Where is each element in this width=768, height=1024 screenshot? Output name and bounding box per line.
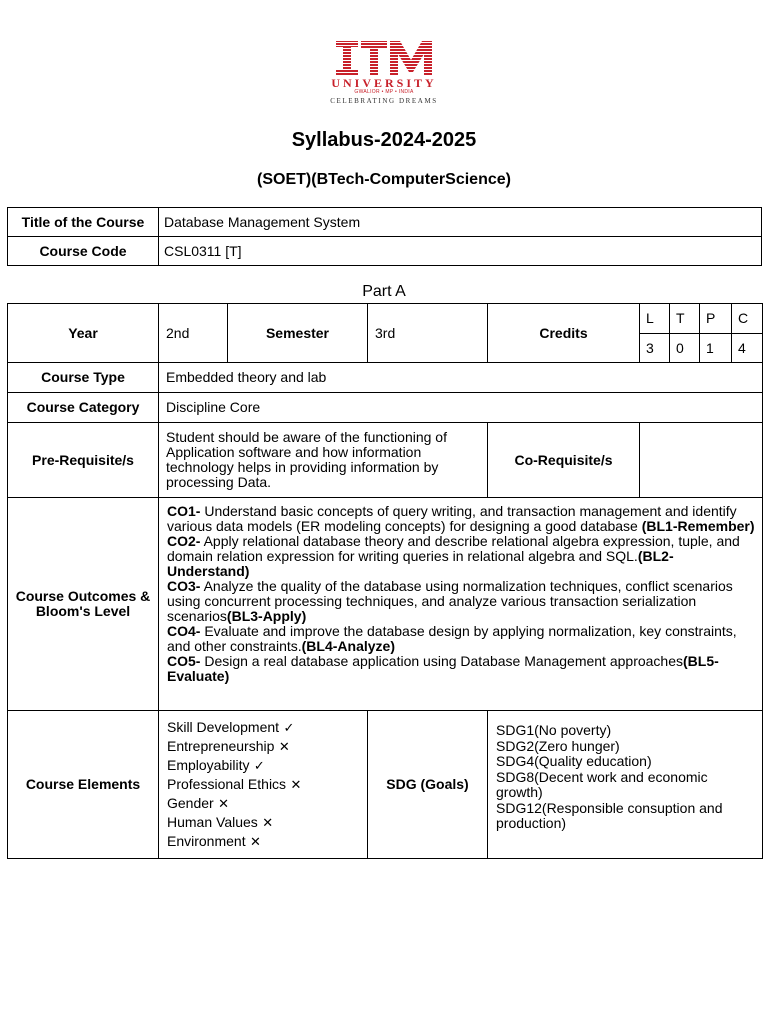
course-title-row xyxy=(8,208,762,237)
outcome-item xyxy=(167,579,755,624)
page-title: Syllabus-2024-2025 xyxy=(291,129,477,151)
ltpc-header-t: T xyxy=(670,304,700,334)
ltpc-value-t: 0 xyxy=(670,334,700,363)
element-item xyxy=(167,832,359,851)
outcome-text: Design a real database application using Database Management approaches xyxy=(200,653,683,669)
year-label: Year xyxy=(8,304,159,363)
outcome-level: (BL2-Understand) xyxy=(167,548,674,579)
course-code-value: CSL0311 [T] xyxy=(159,237,762,266)
part-a-heading: Part A xyxy=(362,283,406,300)
element-item xyxy=(167,718,359,737)
element-item xyxy=(167,756,359,775)
course-outcomes-list xyxy=(159,498,763,711)
cross-icon: ✕ xyxy=(290,777,302,792)
course-category-value: Discipline Core xyxy=(159,393,763,423)
element-item xyxy=(167,794,359,813)
course-elements-row xyxy=(8,711,763,859)
element-item xyxy=(167,737,359,756)
outcome-text: Analyze the quality of the database using normalization techniques, conflict scenarios using concurrent processing techniques, and analyze various transaction serialization scenarios xyxy=(167,578,733,624)
cross-icon: ✕ xyxy=(218,796,230,811)
logo-university-text: UNIVERSITY xyxy=(331,76,437,90)
page-subtitle: (SOET)(BTech-ComputerScience) xyxy=(257,171,511,188)
ltpc-value-p: 1 xyxy=(700,334,732,363)
outcome-text: Evaluate and improve the database design by applying normalization, key constraints, and other constraints. xyxy=(167,623,737,654)
element-name: Skill Development xyxy=(167,719,280,735)
sdg-list xyxy=(488,711,763,859)
course-category-row xyxy=(8,393,763,423)
year-value: 2nd xyxy=(159,304,228,363)
course-type-row xyxy=(8,363,763,393)
sdg-item: SDG12(Responsible consuption and production) xyxy=(496,799,723,831)
prerequisite-row xyxy=(8,423,763,498)
credits-label: Credits xyxy=(488,304,640,363)
university-logo xyxy=(318,40,450,110)
outcome-level: (BL3-Apply) xyxy=(226,608,307,624)
prerequisite-value: Student should be aware of the functioning of Application software and how information technology helps in providing information by processing Data. xyxy=(159,423,488,498)
sdg-item: SDG1(No poverty) xyxy=(496,722,612,738)
course-code-label: Course Code xyxy=(8,237,159,266)
cross-icon: ✕ xyxy=(250,834,261,849)
logo-tagline: CELEBRATING DREAMS xyxy=(330,97,438,105)
course-info-table xyxy=(7,207,762,266)
outcome-text: Apply relational database theory and describe relational algebra expression, tuple, and domain relation expression for writing queries in relational algebra and SQL. xyxy=(167,533,740,564)
outcome-level: (BL4-Analyze) xyxy=(301,638,395,654)
element-item xyxy=(167,813,359,832)
course-title-label: Title of the Course xyxy=(8,208,159,237)
course-title-value: Database Management System xyxy=(159,208,762,237)
outcome-item xyxy=(167,504,755,534)
course-outcomes-label: Course Outcomes & Bloom's Level xyxy=(8,498,159,711)
itm-logo-icon xyxy=(334,40,434,76)
semester-label: Semester xyxy=(228,304,368,363)
course-category-label: Course Category xyxy=(8,393,159,423)
element-name: Environment xyxy=(167,833,246,849)
outcome-level: (BL1-Remember) xyxy=(641,518,755,534)
element-name: Entrepreneurship xyxy=(167,738,275,754)
element-item xyxy=(167,775,359,794)
outcome-item xyxy=(167,534,755,579)
outcome-item xyxy=(167,624,755,654)
check-icon: ✓ xyxy=(283,720,295,735)
check-icon: ✓ xyxy=(253,758,265,773)
course-outcomes-row xyxy=(8,498,763,711)
ltpc-value-l: 3 xyxy=(640,334,670,363)
sdg-item: SDG4(Quality education) xyxy=(496,753,652,769)
outcome-code: CO3- xyxy=(167,578,201,594)
ltpc-value-c: 4 xyxy=(732,334,763,363)
course-code-row xyxy=(8,237,762,266)
outcome-level: (BL5-Evaluate) xyxy=(167,653,719,684)
cross-icon: ✕ xyxy=(278,739,290,754)
outcome-item xyxy=(167,654,755,684)
course-type-value: Embedded theory and lab xyxy=(159,363,763,393)
semester-value: 3rd xyxy=(368,304,488,363)
element-name: Gender xyxy=(167,795,214,811)
part-a-table xyxy=(7,303,763,859)
year-row xyxy=(8,304,763,334)
sdg-item: SDG2(Zero hunger) xyxy=(496,737,620,754)
outcome-code: CO5- xyxy=(167,653,201,669)
element-name: Human Values xyxy=(167,814,258,830)
element-name: Employability xyxy=(167,757,250,773)
outcome-code: CO4- xyxy=(167,623,201,639)
outcome-code: CO1- xyxy=(167,503,201,519)
outcome-text: Understand basic concepts of query writing, and transaction management and identify various data models (ER modeling concepts) for designing a good database xyxy=(167,503,737,534)
course-elements-list xyxy=(159,711,368,859)
corequisite-value xyxy=(640,423,763,498)
logo-location-text: GWALIOR • MP • INDIA xyxy=(354,89,414,95)
prerequisite-label: Pre-Requisite/s xyxy=(8,423,159,498)
sdg-item: SDG8(Decent work and economic growth) xyxy=(496,768,708,800)
ltpc-header-l: L xyxy=(640,304,670,334)
course-elements-label: Course Elements xyxy=(8,711,159,859)
course-type-label: Course Type xyxy=(8,363,159,393)
outcome-code: CO2- xyxy=(167,533,201,549)
element-name: Professional Ethics xyxy=(167,776,287,792)
corequisite-label: Co-Requisite/s xyxy=(488,423,640,498)
ltpc-header-c: C xyxy=(732,304,763,334)
cross-icon: ✕ xyxy=(262,815,274,830)
ltpc-header-p: P xyxy=(700,304,732,334)
sdg-label: SDG (Goals) xyxy=(368,711,488,859)
